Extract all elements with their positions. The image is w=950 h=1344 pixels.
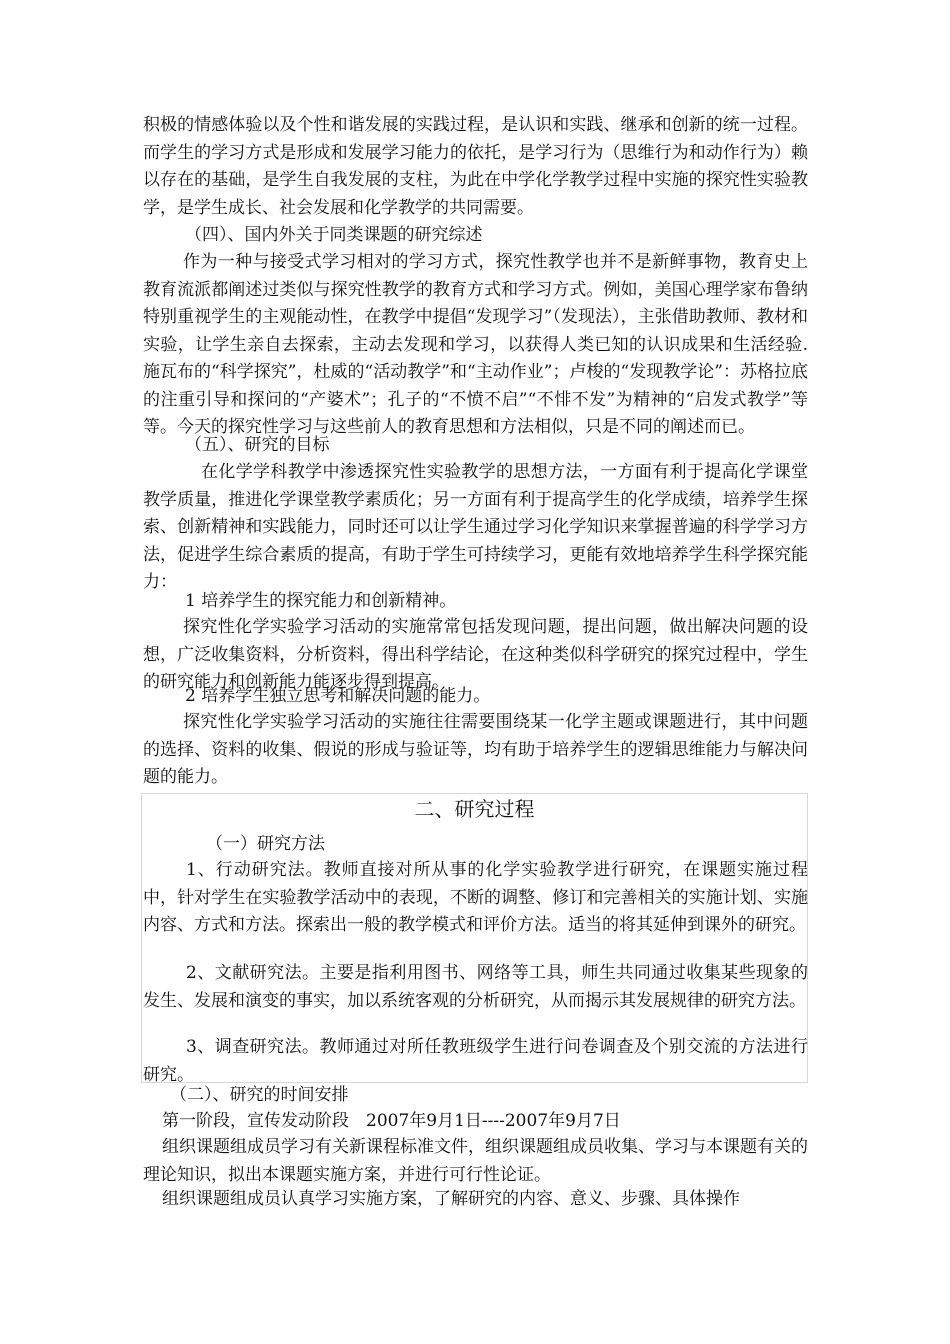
method-action-research: 1、行动研究法。教师直接对所从事的化学实验教学进行研究，在课题实施过程中，针对学生在实验教学活动中的表现，不断的调整、修订和完善相关的实施计划、实施内容、方式和方法。探索出一般的教学模式和评价方法。适当的将其延伸到课外的研究。 [143, 860, 808, 935]
method-literature-research: 2、文献研究法。主要是指利用图书、网络等工具，师生共同通过收集某些现象的发生、发展和演变的事实，加以系统客观的分析研究，从而揭示其发展规律的研究方法。 [143, 963, 808, 1011]
stage-1-text-1: 组织课题组成员学习有关新课程标准文件，组织课题组成员收集、学习与本课题有关的理论知识，拟出本课题实施方案，并进行可行性论证。 [143, 1137, 808, 1185]
heading-research-review: （四）、国内外关于同类课题的研究综述 [185, 225, 483, 245]
goal-2-text: 探究性化学实验学习活动的实施往往需要围绕某一化学主题或课题进行，其中问题的选择、资料的收集、假说的形成与验证等，均有助于培养学生的逻辑思维能力与解决问题的能力。 [143, 712, 808, 787]
section-title-research-process: 二、研究过程 [414, 797, 535, 821]
heading-schedule: （二）、研究的时间安排 [170, 1085, 349, 1105]
heading-research-goal: （五）、研究的目标 [185, 435, 330, 455]
method-survey-research: 3、调查研究法。教师通过对所任教班级学生进行问卷调查及个别交流的方法进行研究。 [143, 1037, 808, 1085]
paragraph-research-goal: 在化学学科教学中渗透探究性实验教学的思想方法，一方面有利于提高化学课堂教学质量，推进化学课堂教学素质化；另一方面有利于提高学生的化学成绩，培养学生探索、创新精神和实践能力，同时还可以让学生通过学习化学知识来掌握普遍的科学学习方法，促进学生综合素质的提高，有助于学生可持续学习，更能有效地培养学生科学探究能力： [143, 462, 808, 592]
stage-1-text-2: 组织课题组成员认真学习实施方案，了解研究的内容、意义、步骤、具体操作 [162, 1189, 740, 1209]
goal-1-text: 探究性化学实验学习活动的实施常常包括发现问题，提出问题，做出解决问题的设想，广泛收集资料，分析资料，得出科学结论，在这种类似科学研究的探究过程中，学生的研究能力和创新能力能逐步得到提高。 [143, 617, 808, 692]
paragraph-research-review: 作为一种与接受式学习相对的学习方式，探究性教学也并不是新鲜事物，教育史上教育流派都阐述过类似与探究性教学的教育方式和学习方式。例如，美国心理学家布鲁纳特别重视学生的主观能动性，在教学中提倡“发现学习”（发现法），主张借助教师、教材和实验，让学生亲自去探索，主动去发现和学习，以获得人类已知的认识成果和生活经验. 施瓦布的“科学探究”，杜威的“活动教学”和“主动作业”；卢梭的“发现教学论”：苏格拉底的注重引导和探问的“产婆术”；孔子的“不愤不启”“不悱不发”为精神的“启发式教学”等等。今天的探究性学习与这些前人的教育思想和方法相似，只是不同的阐述而已。 [143, 252, 808, 437]
stage-1-title: 第一阶段，宣传发动阶段 2007年9月1日----2007年9月7日 [162, 1111, 621, 1131]
heading-research-methods: （一）研究方法 [206, 834, 325, 854]
paragraph-learning-process: 积极的情感体验以及个性和谐发展的实践过程，是认识和实践、继承和创新的统一过程。而学生的学习方式是形成和发展学习能力的依托，是学习行为（思维行为和动作行为）赖以存在的基础，是学生自我发展的支柱，为此在中学化学教学过程中实施的探究性实验教学，是学生成长、社会发展和化学教学的共同需要。 [143, 115, 808, 218]
goal-1-heading: 1 培养学生的探究能力和创新精神。 [185, 591, 457, 611]
goal-2-heading: 2 培养学生独立思考和解决问题的能力。 [185, 686, 491, 706]
